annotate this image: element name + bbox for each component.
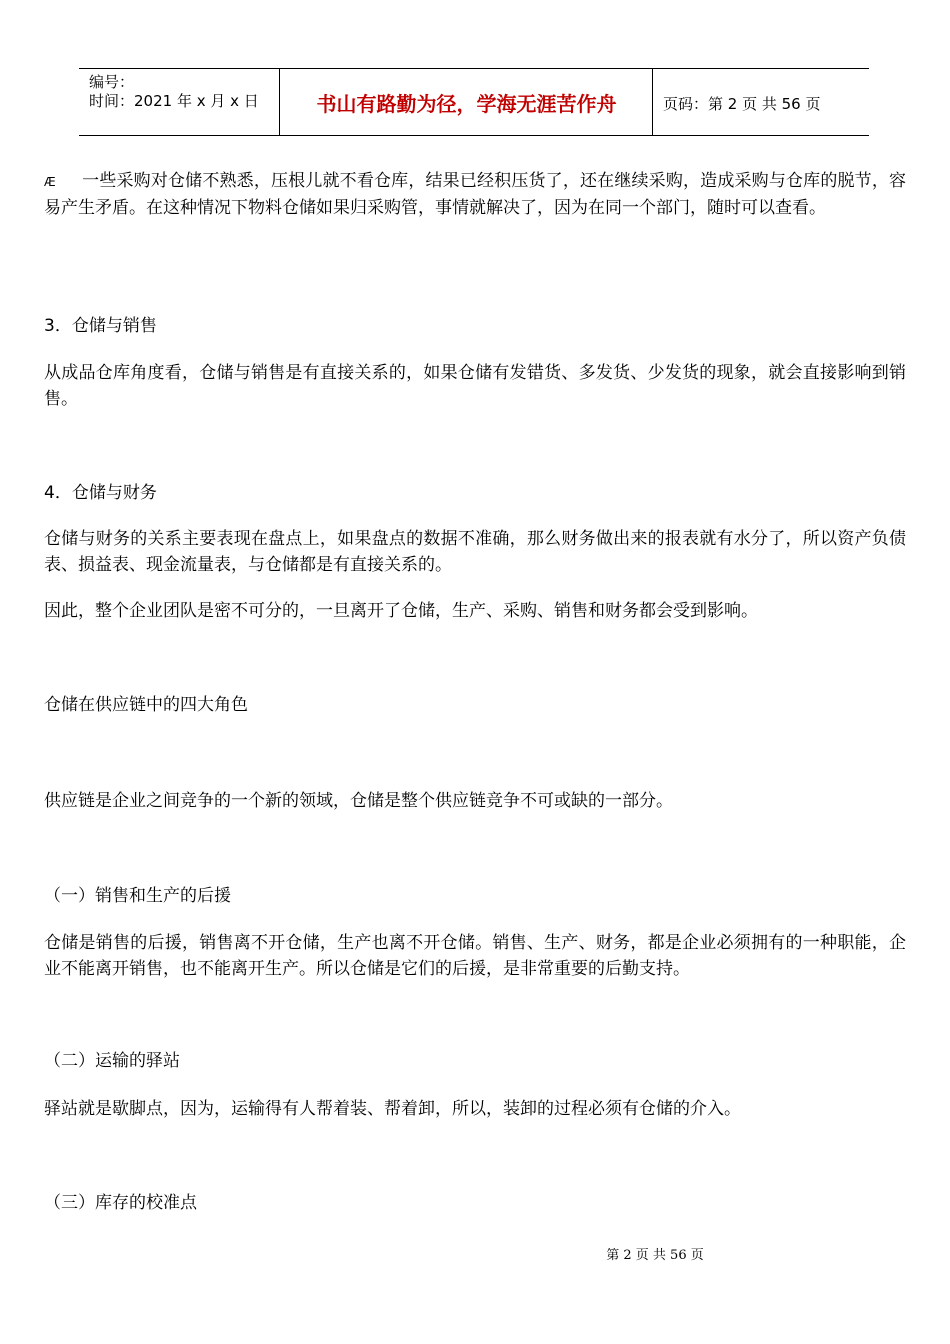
- header-page-label: 页码：第 2 页 共 56 页: [663, 95, 821, 113]
- paragraph-storage-finance: 仓储与财务的关系主要表现在盘点上，如果盘点的数据不准确，那么财务做出来的报表就有水分了，所以资产负债表、损益表、现金流量表，与仓储都是有直接关系的。: [44, 529, 906, 575]
- paragraph-role-one: 仓储是销售的后援，销售离不开仓储，生产也离不开仓储。销售、生产、财务，都是企业必须拥有的一种职能，企业不能离开销售，也不能离开生产。所以仓储是它们的后援，是非常重要的后勤支持。: [44, 933, 906, 979]
- paragraph-conclusion: 因此，整个企业团队是密不可分的，一旦离开了仓储，生产、采购、销售和财务都会受到影响。: [44, 601, 758, 621]
- time-label: 时间：2021 年 x 月 x 日: [89, 92, 259, 110]
- number-label: 编号：: [89, 73, 135, 91]
- header-page-cell: [653, 69, 869, 135]
- paragraph-purchasing-text: 一些采购对仓储不熟悉，压根儿就不看仓库，结果已经积压货了，还在继续采购，造成采购与仓库的脱节，容易产生矛盾。在这种情况下物料仓储如果归采购管，事情就解决了，因为在同一个部门，随时可以查看。: [44, 171, 906, 218]
- lead-glyph: Æ: [44, 175, 56, 189]
- motto-text: 书山有路勤为径，学海无涯苦作舟: [316, 92, 617, 116]
- header-motto-cell: [280, 69, 653, 135]
- paragraph-purchasing: [44, 168, 906, 221]
- heading-role-one: （一）销售和生产的后援: [44, 886, 231, 906]
- paragraph-role-two: 驿站就是歇脚点，因为，运输得有人帮着装、帮着卸，所以，装卸的过程必须有仓储的介入。: [44, 1099, 741, 1119]
- header-meta-cell: [79, 69, 280, 135]
- footer-page-number: 第 2 页 共 56 页: [606, 1248, 704, 1263]
- paragraph-supply-chain: 供应链是企业之间竞争的一个新的领域，仓储是整个供应链竞争不可或缺的一部分。: [44, 791, 673, 811]
- heading-storage-sales: 3．仓储与销售: [44, 316, 157, 336]
- paragraph-storage-sales: 从成品仓库角度看，仓储与销售是有直接关系的，如果仓储有发错货、多发货、少发货的现象，就会直接影响到销售。: [44, 363, 906, 409]
- heading-storage-finance: 4．仓储与财务: [44, 483, 157, 503]
- heading-role-two: （二）运输的驿站: [44, 1051, 180, 1071]
- heading-role-three: （三）库存的校准点: [44, 1193, 197, 1213]
- heading-four-roles: 仓储在供应链中的四大角色: [44, 695, 248, 715]
- document-header: [79, 68, 869, 136]
